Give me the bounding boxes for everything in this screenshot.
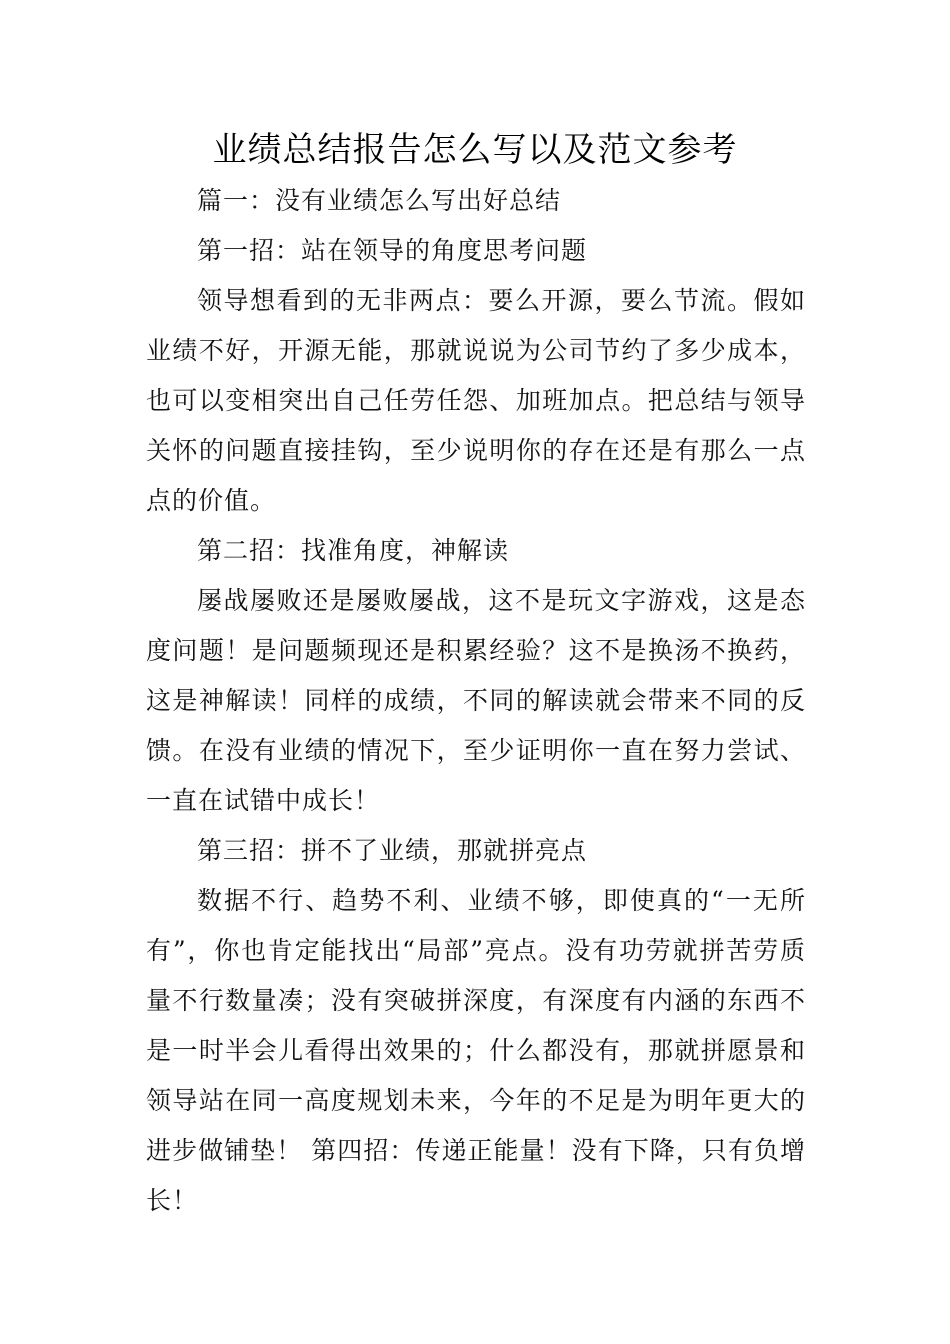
paragraph-3: 数据不行、趋势不利、业绩不够，即使真的“一无所有”，你也肯定能找出“局部”亮点。没有功劳就拼苦劳质量不行数量凑；没有突破拼深度，有深度有内涵的东西不是一时半会儿看得出效果的；什么都没有，那就拼愿景和领导站在同一高度规划未来，今年的不足是为明年更大的进步做铺垫！ 第四招：传递正能量！没有下降，只有负增长！	[146, 886, 806, 1215]
tip-heading-3: 第三招：拼不了业绩，那就拼亮点	[197, 836, 588, 865]
document-body	[146, 176, 806, 1226]
paragraph-1: 领导想看到的无非两点：要么开源，要么节流。假如业绩不好，开源无能，那就说说为公司节约了多少成本，也可以变相突出自己任劳任怨、加班加点。把总结与领导关怀的问题直接挂钩，至少说明你的存在还是有那么一点点的价值。	[146, 286, 806, 515]
paragraph-2: 屡战屡败还是屡败屡战，这不是玩文字游戏，这是态度问题！是问题频现还是积累经验？这不是换汤不换药，这是神解读！同样的成绩，不同的解读就会带来不同的反馈。在没有业绩的情况下，至少证明你一直在努力尝试、一直在试错中成长！	[146, 586, 806, 815]
tip-heading-1: 第一招：站在领导的角度思考问题	[197, 236, 588, 265]
section-heading: 篇一：没有业绩怎么写出好总结	[197, 186, 562, 215]
document-title: 业绩总结报告怎么写以及范文参考	[212, 130, 738, 170]
tip-heading-2: 第二招：找准角度，神解读	[197, 536, 510, 565]
